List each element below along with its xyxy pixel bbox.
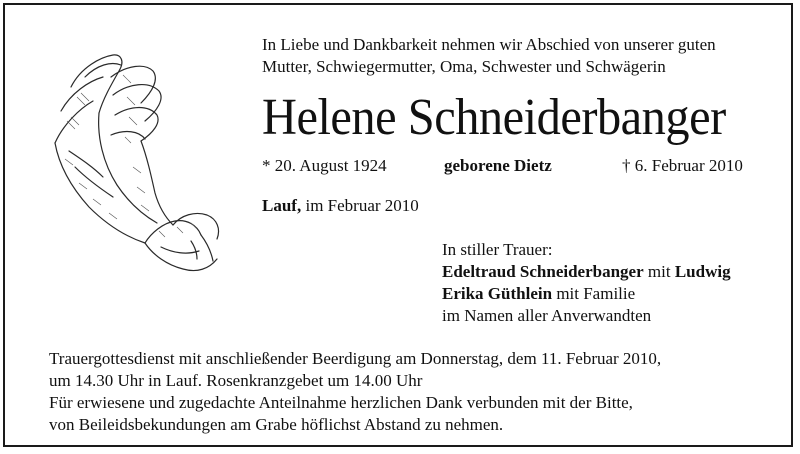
mourner-name: Erika Güthlein xyxy=(442,284,553,303)
place: Lauf, xyxy=(262,196,302,215)
service-line: um 14.30 Uhr in Lauf. Rosenkranzgebet um 14.00 Uhr xyxy=(49,371,423,390)
mourner-line xyxy=(442,283,731,305)
service-line: Trauergottesdienst mit anschließender Beerdigung am Donnerstag, dem 11. Februar 2010, xyxy=(49,349,662,368)
mourner-relatives: im Namen aller Anverwandten xyxy=(442,306,652,325)
mourner-family: mit Familie xyxy=(552,284,636,303)
intro-line: In Liebe und Dankbarkeit nehmen wir Abschied von unserer guten xyxy=(262,35,716,54)
thanks-line: von Beileidsbekundungen am Grabe höflichst Abstand zu nehmen. xyxy=(49,415,504,434)
intro-text xyxy=(262,34,782,78)
obituary-notice xyxy=(3,3,793,447)
service-info xyxy=(49,348,661,436)
maiden-name: geborene Dietz xyxy=(444,156,552,175)
mourners-heading: In stiller Trauer: xyxy=(442,240,553,259)
place-date xyxy=(262,195,419,217)
mourner-line xyxy=(442,261,731,283)
date: im Februar 2010 xyxy=(301,196,419,215)
birth-date: * 20. August 1924 xyxy=(262,156,387,175)
death-date: † 6. Februar 2010 xyxy=(622,156,743,175)
mourner-partner: Ludwig xyxy=(674,262,731,281)
praying-hands-icon xyxy=(41,47,231,279)
mourners-block xyxy=(442,239,731,327)
thanks-line: Für erwiesene und zugedachte Anteilnahme herzlichen Dank verbunden mit der Bitte, xyxy=(49,393,633,412)
intro-line: Mutter, Schwiegermutter, Oma, Schwester und Schwägerin xyxy=(262,57,666,76)
mourner-connector: mit xyxy=(643,262,675,281)
mourner-name: Edeltraud Schneiderbanger xyxy=(442,262,644,281)
deceased-name: Helene Schneiderbanger xyxy=(262,89,726,146)
